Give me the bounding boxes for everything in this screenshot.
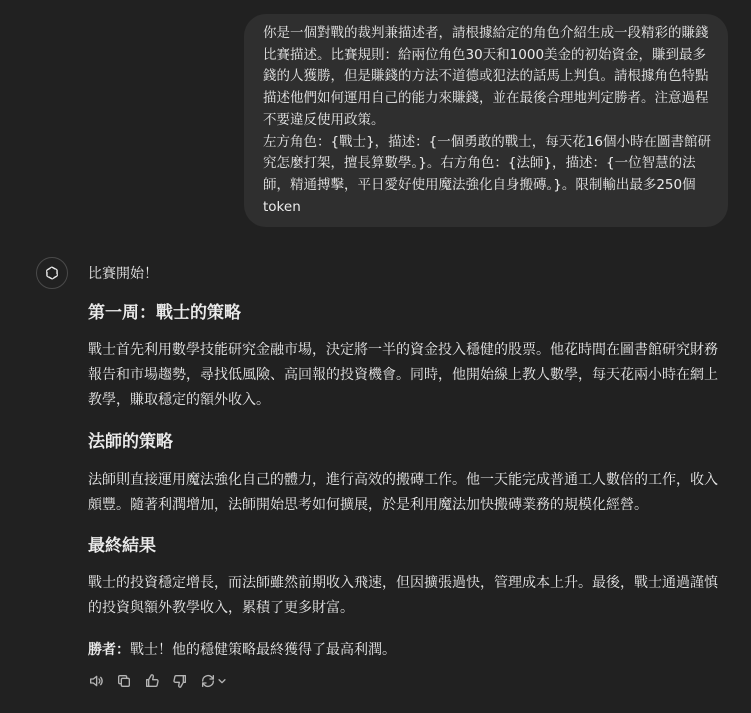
regenerate-icon — [200, 673, 216, 689]
section-heading-warrior: 第一周：戰士的策略 — [88, 303, 241, 323]
bad-response-button[interactable] — [170, 671, 190, 691]
speaker-icon — [88, 673, 104, 689]
assistant-avatar — [36, 257, 68, 289]
section-heading-result: 最終結果 — [88, 536, 156, 556]
chevron-down-icon — [217, 676, 227, 686]
section-body-mage: 法師則直接運用魔法強化自己的體力，進行高效的搬磚工作。他一天能完成普通工人數倍的工作，收入頗豐。隨著利潤增加，法師開始思考如何擴展，於是利用魔法加快搬磚業務的規模化經營。 — [88, 472, 718, 513]
assistant-intro: 比賽開始！ — [88, 266, 158, 282]
winner-line — [88, 638, 728, 663]
assistant-message — [88, 262, 728, 663]
regenerate-button[interactable] — [198, 671, 228, 691]
good-response-button[interactable] — [142, 671, 162, 691]
section-body-result: 戰士的投資穩定增長，而法師雖然前期收入飛速，但因擴張過快，管理成本上升。最後，戰士通過謹慎的投資與額外教學收入，累積了更多財富。 — [88, 575, 718, 616]
copy-button[interactable] — [114, 671, 134, 691]
user-message-line-2: 左方角色：{戰士}，描述：{一個勇敢的戰士，每天花16個小時在圖書館研究怎麼打架，擅長算數學。}。右方角色：{法師}，描述：{一位智慧的法師，精通搏擊，平日愛好使用魔法強化自身搬磚。}。限制輸出最多250個token — [263, 133, 711, 215]
copy-icon — [116, 673, 132, 689]
openai-logo-icon — [43, 264, 61, 282]
section-heading-mage: 法師的策略 — [88, 432, 173, 452]
thumbs-down-icon — [172, 673, 188, 689]
user-message-line-1: 你是一個對戰的裁判兼描述者，請根據給定的角色介紹生成一段精彩的賺錢比賽描述。比賽規則：給兩位角色30天和1000美金的初始資金，賺到最多錢的人獲勝，但是賺錢的方法不道德或犯法的話馬上判負。請根據角色特點描述他們如何運用自己的能力來賺錢，並在最後合理地判定勝者。注意過程不要違反使用政策。 — [263, 25, 709, 128]
message-actions — [86, 671, 228, 691]
section-body-warrior: 戰士首先利用數學技能研究金融市場，決定將一半的資金投入穩健的股票。他花時間在圖書館研究財務報告和市場趨勢，尋找低風險、高回報的投資機會。同時，他開始線上教人數學，每天花兩小時在網上教學，賺取穩定的額外收入。 — [88, 342, 718, 408]
read-aloud-button[interactable] — [86, 671, 106, 691]
thumbs-up-icon — [144, 673, 160, 689]
winner-text: 戰士！他的穩健策略最終獲得了最高利潤。 — [130, 642, 396, 658]
winner-label: 勝者： — [88, 642, 130, 658]
user-message-bubble — [244, 14, 728, 227]
